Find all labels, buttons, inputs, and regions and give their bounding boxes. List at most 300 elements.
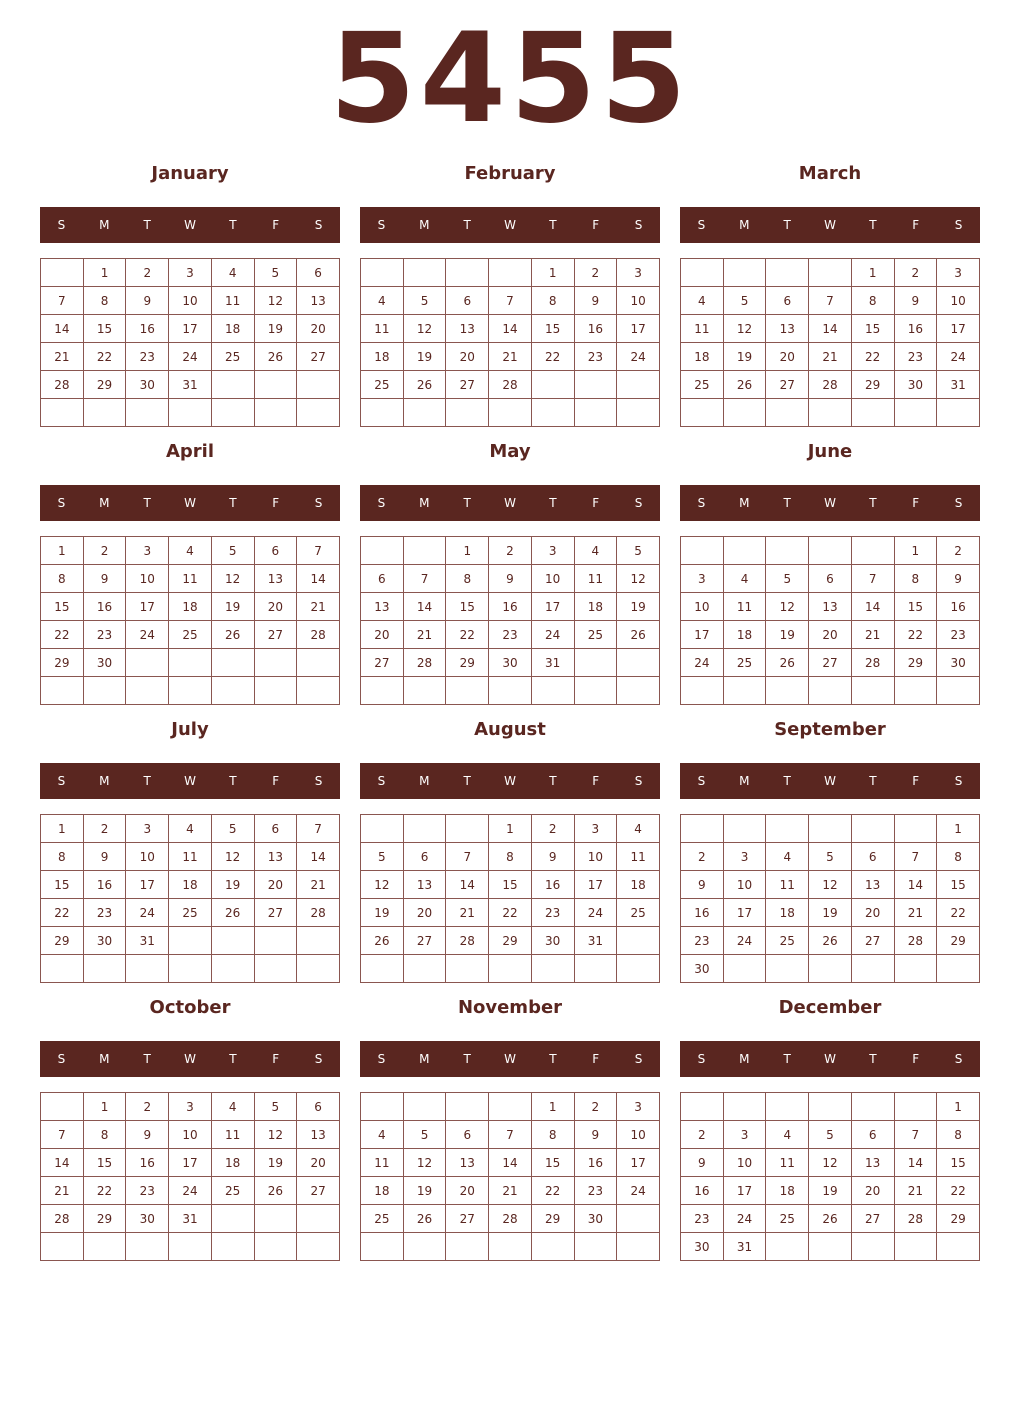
weekday-label: S [697, 218, 706, 232]
weekday-header [360, 485, 660, 521]
day-cell: 2 [574, 1093, 617, 1121]
day-cell: 7 [41, 287, 84, 315]
week-row [41, 871, 340, 899]
week-row [41, 1177, 340, 1205]
weekday-label: T [783, 774, 791, 788]
day-cell [41, 1233, 84, 1261]
weekday-label: W [504, 1052, 516, 1066]
day-cell [361, 815, 404, 843]
day-cell: 28 [489, 1205, 532, 1233]
day-cell: 22 [83, 343, 126, 371]
day-cell: 19 [254, 315, 297, 343]
day-cell: 2 [531, 815, 574, 843]
weekday-label: F [592, 218, 600, 232]
day-cell: 10 [681, 593, 724, 621]
day-cell: 6 [446, 287, 489, 315]
day-cell: 11 [574, 565, 617, 593]
day-cell [254, 677, 297, 705]
weekday-label: T [783, 218, 791, 232]
day-cell: 31 [723, 1233, 766, 1261]
day-cell: 3 [169, 259, 212, 287]
weekday-label: T [229, 1052, 237, 1066]
day-cell: 14 [41, 1149, 84, 1177]
day-cell: 7 [894, 1121, 937, 1149]
day-cell: 10 [169, 1121, 212, 1149]
weekday-header [360, 763, 660, 799]
day-cell: 6 [446, 1121, 489, 1149]
day-cell: 26 [766, 649, 809, 677]
week-row [361, 315, 660, 343]
weekday-label: F [912, 496, 920, 510]
day-cell [617, 399, 660, 427]
day-cell: 12 [403, 1149, 446, 1177]
day-cell [403, 815, 446, 843]
week-row [361, 259, 660, 287]
week-row [681, 343, 980, 371]
day-cell: 2 [937, 537, 980, 565]
day-cell [41, 399, 84, 427]
day-cell [531, 1233, 574, 1261]
weekday-header [40, 1041, 340, 1077]
day-cell: 12 [403, 315, 446, 343]
days-table [680, 258, 980, 427]
day-cell [894, 677, 937, 705]
day-cell [41, 677, 84, 705]
weekday-label: F [592, 774, 600, 788]
day-cell: 15 [446, 593, 489, 621]
day-cell: 1 [41, 537, 84, 565]
day-cell [403, 677, 446, 705]
day-cell: 7 [41, 1121, 84, 1149]
day-cell: 16 [126, 1149, 169, 1177]
day-cell: 28 [403, 649, 446, 677]
weekday-label: S [634, 774, 643, 788]
day-cell: 21 [41, 343, 84, 371]
day-cell: 15 [937, 871, 980, 899]
day-cell: 17 [617, 1149, 660, 1177]
weekday-label: T [549, 774, 557, 788]
day-cell: 2 [126, 1093, 169, 1121]
day-cell: 16 [681, 1177, 724, 1205]
day-cell: 1 [894, 537, 937, 565]
day-cell: 24 [169, 343, 212, 371]
day-cell: 30 [83, 649, 126, 677]
week-row [681, 1093, 980, 1121]
day-cell [894, 1233, 937, 1261]
day-cell [211, 1205, 254, 1233]
day-cell: 6 [403, 843, 446, 871]
day-cell: 14 [809, 315, 852, 343]
day-cell [766, 677, 809, 705]
day-cell: 4 [766, 1121, 809, 1149]
weekday-label: S [954, 774, 963, 788]
day-cell: 1 [83, 1093, 126, 1121]
day-cell: 22 [894, 621, 937, 649]
day-cell: 17 [681, 621, 724, 649]
day-cell: 11 [361, 1149, 404, 1177]
weekday-label: T [549, 496, 557, 510]
weekday-label: T [463, 218, 471, 232]
day-cell [297, 1205, 340, 1233]
day-cell: 13 [851, 871, 894, 899]
weekday-label: S [57, 218, 66, 232]
week-row [681, 399, 980, 427]
day-cell: 27 [254, 621, 297, 649]
day-cell [937, 1233, 980, 1261]
day-cell: 14 [489, 1149, 532, 1177]
day-cell: 9 [574, 287, 617, 315]
day-cell: 24 [169, 1177, 212, 1205]
day-cell: 5 [403, 287, 446, 315]
day-cell [126, 649, 169, 677]
day-cell: 17 [617, 315, 660, 343]
day-cell [894, 1093, 937, 1121]
day-cell: 21 [851, 621, 894, 649]
day-cell: 22 [531, 343, 574, 371]
day-cell: 25 [361, 1205, 404, 1233]
week-row [681, 315, 980, 343]
day-cell [211, 399, 254, 427]
day-cell: 12 [254, 1121, 297, 1149]
day-cell: 11 [723, 593, 766, 621]
day-cell: 19 [211, 871, 254, 899]
day-cell: 11 [681, 315, 724, 343]
day-cell [574, 649, 617, 677]
day-cell: 5 [211, 815, 254, 843]
day-cell [489, 1233, 532, 1261]
day-cell [169, 955, 212, 983]
day-cell: 13 [254, 843, 297, 871]
day-cell: 18 [211, 1149, 254, 1177]
day-cell: 22 [531, 1177, 574, 1205]
day-cell: 16 [531, 871, 574, 899]
day-cell: 27 [254, 899, 297, 927]
day-cell: 10 [723, 1149, 766, 1177]
day-cell: 11 [211, 287, 254, 315]
day-cell: 15 [937, 1149, 980, 1177]
day-cell [489, 955, 532, 983]
day-cell: 10 [617, 287, 660, 315]
day-cell: 11 [361, 315, 404, 343]
day-cell: 16 [83, 593, 126, 621]
day-cell: 20 [297, 1149, 340, 1177]
weekday-label: W [184, 1052, 196, 1066]
day-cell: 19 [809, 1177, 852, 1205]
month-name: December [778, 997, 882, 1018]
day-cell [617, 1233, 660, 1261]
day-cell: 20 [254, 871, 297, 899]
weekday-label: T [869, 1052, 877, 1066]
week-row [681, 621, 980, 649]
day-cell: 9 [681, 1149, 724, 1177]
day-cell: 4 [617, 815, 660, 843]
day-cell: 15 [83, 1149, 126, 1177]
week-row [361, 1149, 660, 1177]
day-cell [446, 399, 489, 427]
day-cell [254, 649, 297, 677]
day-cell [681, 399, 724, 427]
day-cell [446, 815, 489, 843]
month-february [360, 160, 660, 438]
day-cell: 31 [574, 927, 617, 955]
day-cell: 29 [937, 1205, 980, 1233]
month-august [360, 716, 660, 994]
week-row [361, 871, 660, 899]
week-row [681, 1233, 980, 1261]
day-cell: 15 [489, 871, 532, 899]
weekday-label: F [592, 1052, 600, 1066]
day-cell: 29 [83, 1205, 126, 1233]
day-cell [489, 399, 532, 427]
day-cell [254, 1233, 297, 1261]
day-cell: 10 [574, 843, 617, 871]
day-cell: 4 [766, 843, 809, 871]
day-cell [894, 955, 937, 983]
day-cell: 28 [489, 371, 532, 399]
day-cell: 29 [894, 649, 937, 677]
day-cell: 5 [403, 1121, 446, 1149]
day-cell: 23 [83, 899, 126, 927]
day-cell [169, 1233, 212, 1261]
day-cell: 8 [531, 1121, 574, 1149]
day-cell [681, 1093, 724, 1121]
week-row [681, 1149, 980, 1177]
day-cell [723, 259, 766, 287]
week-row [361, 371, 660, 399]
week-row [41, 1233, 340, 1261]
day-cell: 7 [446, 843, 489, 871]
day-cell: 4 [574, 537, 617, 565]
day-cell: 3 [617, 1093, 660, 1121]
day-cell: 5 [809, 1121, 852, 1149]
day-cell [617, 649, 660, 677]
day-cell: 26 [254, 1177, 297, 1205]
weekday-label: M [739, 218, 750, 232]
day-cell: 26 [809, 927, 852, 955]
weekday-header [680, 1041, 980, 1077]
weekday-label: M [739, 1052, 750, 1066]
day-cell [766, 399, 809, 427]
weekday-label: F [272, 496, 280, 510]
days-table [680, 814, 980, 983]
year-title: 5455 [329, 7, 691, 151]
day-cell [617, 927, 660, 955]
day-cell: 11 [169, 843, 212, 871]
day-cell: 30 [681, 955, 724, 983]
day-cell [297, 1233, 340, 1261]
day-cell: 19 [361, 899, 404, 927]
day-cell: 19 [809, 899, 852, 927]
day-cell: 2 [681, 843, 724, 871]
day-cell: 9 [489, 565, 532, 593]
day-cell: 26 [211, 621, 254, 649]
week-row [41, 287, 340, 315]
day-cell: 18 [723, 621, 766, 649]
day-cell: 5 [254, 259, 297, 287]
month-name: April [165, 441, 215, 462]
day-cell: 22 [446, 621, 489, 649]
day-cell [361, 537, 404, 565]
day-cell [211, 1233, 254, 1261]
day-cell: 31 [126, 927, 169, 955]
day-cell: 23 [531, 899, 574, 927]
day-cell: 14 [403, 593, 446, 621]
day-cell: 20 [851, 899, 894, 927]
day-cell [403, 1233, 446, 1261]
day-cell: 21 [894, 899, 937, 927]
day-cell: 18 [681, 343, 724, 371]
day-cell [211, 677, 254, 705]
day-cell [403, 259, 446, 287]
day-cell: 31 [531, 649, 574, 677]
day-cell [126, 399, 169, 427]
week-row [361, 843, 660, 871]
day-cell [297, 399, 340, 427]
week-row [41, 593, 340, 621]
day-cell: 7 [297, 815, 340, 843]
weekday-header [680, 763, 980, 799]
day-cell: 14 [489, 315, 532, 343]
day-cell [574, 955, 617, 983]
day-cell: 7 [297, 537, 340, 565]
week-row [361, 537, 660, 565]
week-row [681, 815, 980, 843]
day-cell: 24 [937, 343, 980, 371]
day-cell [403, 399, 446, 427]
weekday-header [40, 207, 340, 243]
day-cell: 11 [169, 565, 212, 593]
day-cell: 29 [41, 649, 84, 677]
week-row [361, 621, 660, 649]
day-cell: 7 [851, 565, 894, 593]
week-row [41, 1149, 340, 1177]
week-row [681, 927, 980, 955]
day-cell: 30 [574, 1205, 617, 1233]
day-cell: 2 [894, 259, 937, 287]
day-cell: 13 [851, 1149, 894, 1177]
day-cell: 29 [41, 927, 84, 955]
day-cell: 25 [361, 371, 404, 399]
weekday-label: M [99, 1052, 110, 1066]
weekday-label: T [229, 218, 237, 232]
week-row [41, 899, 340, 927]
day-cell [617, 371, 660, 399]
day-cell [574, 1233, 617, 1261]
day-cell: 9 [574, 1121, 617, 1149]
day-cell [809, 537, 852, 565]
day-cell: 16 [126, 315, 169, 343]
month-name: March [798, 163, 862, 184]
day-cell: 5 [766, 565, 809, 593]
week-row [681, 649, 980, 677]
day-cell: 4 [169, 537, 212, 565]
day-cell [169, 649, 212, 677]
day-cell: 27 [403, 927, 446, 955]
day-cell [851, 537, 894, 565]
day-cell: 21 [446, 899, 489, 927]
day-cell: 16 [83, 871, 126, 899]
weekday-label: S [634, 1052, 643, 1066]
weekday-label: T [143, 218, 151, 232]
day-cell: 23 [574, 1177, 617, 1205]
day-cell: 15 [851, 315, 894, 343]
day-cell: 1 [937, 815, 980, 843]
day-cell: 27 [297, 1177, 340, 1205]
week-row [41, 259, 340, 287]
weekday-label: M [99, 496, 110, 510]
day-cell: 18 [169, 871, 212, 899]
day-cell [403, 955, 446, 983]
weekday-label: S [57, 496, 66, 510]
day-cell: 23 [83, 621, 126, 649]
day-cell: 15 [531, 315, 574, 343]
day-cell: 4 [211, 1093, 254, 1121]
day-cell [723, 537, 766, 565]
day-cell: 29 [937, 927, 980, 955]
day-cell: 20 [403, 899, 446, 927]
weekday-label: S [314, 774, 323, 788]
day-cell [809, 677, 852, 705]
day-cell: 30 [489, 649, 532, 677]
day-cell: 1 [83, 259, 126, 287]
day-cell: 14 [446, 871, 489, 899]
week-row [41, 343, 340, 371]
weekday-label: T [143, 774, 151, 788]
day-cell: 26 [723, 371, 766, 399]
day-cell [446, 259, 489, 287]
day-cell: 10 [617, 1121, 660, 1149]
day-cell: 26 [211, 899, 254, 927]
day-cell: 16 [574, 315, 617, 343]
day-cell: 15 [531, 1149, 574, 1177]
day-cell: 24 [723, 927, 766, 955]
day-cell: 17 [937, 315, 980, 343]
weekday-label: S [377, 496, 386, 510]
weekday-label: M [419, 774, 430, 788]
day-cell [574, 677, 617, 705]
day-cell: 28 [894, 927, 937, 955]
day-cell: 25 [723, 649, 766, 677]
weekday-label: W [184, 774, 196, 788]
day-cell: 19 [403, 1177, 446, 1205]
day-cell: 19 [211, 593, 254, 621]
day-cell: 24 [574, 899, 617, 927]
week-row [41, 537, 340, 565]
day-cell: 4 [211, 259, 254, 287]
day-cell: 13 [446, 1149, 489, 1177]
day-cell: 23 [126, 343, 169, 371]
weekday-label: T [143, 1052, 151, 1066]
month-january [40, 160, 340, 438]
month-name: July [171, 719, 209, 740]
weekday-label: T [229, 774, 237, 788]
day-cell: 9 [126, 1121, 169, 1149]
days-table [360, 814, 660, 983]
weekday-label: F [592, 496, 600, 510]
month-name: August [474, 719, 546, 740]
day-cell: 29 [489, 927, 532, 955]
day-cell: 20 [254, 593, 297, 621]
day-cell: 5 [254, 1093, 297, 1121]
day-cell [254, 371, 297, 399]
day-cell [254, 1205, 297, 1233]
day-cell: 14 [297, 843, 340, 871]
day-cell: 31 [169, 1205, 212, 1233]
day-cell: 10 [126, 565, 169, 593]
day-cell [361, 1233, 404, 1261]
month-may [360, 438, 660, 716]
month-name: May [489, 441, 531, 462]
